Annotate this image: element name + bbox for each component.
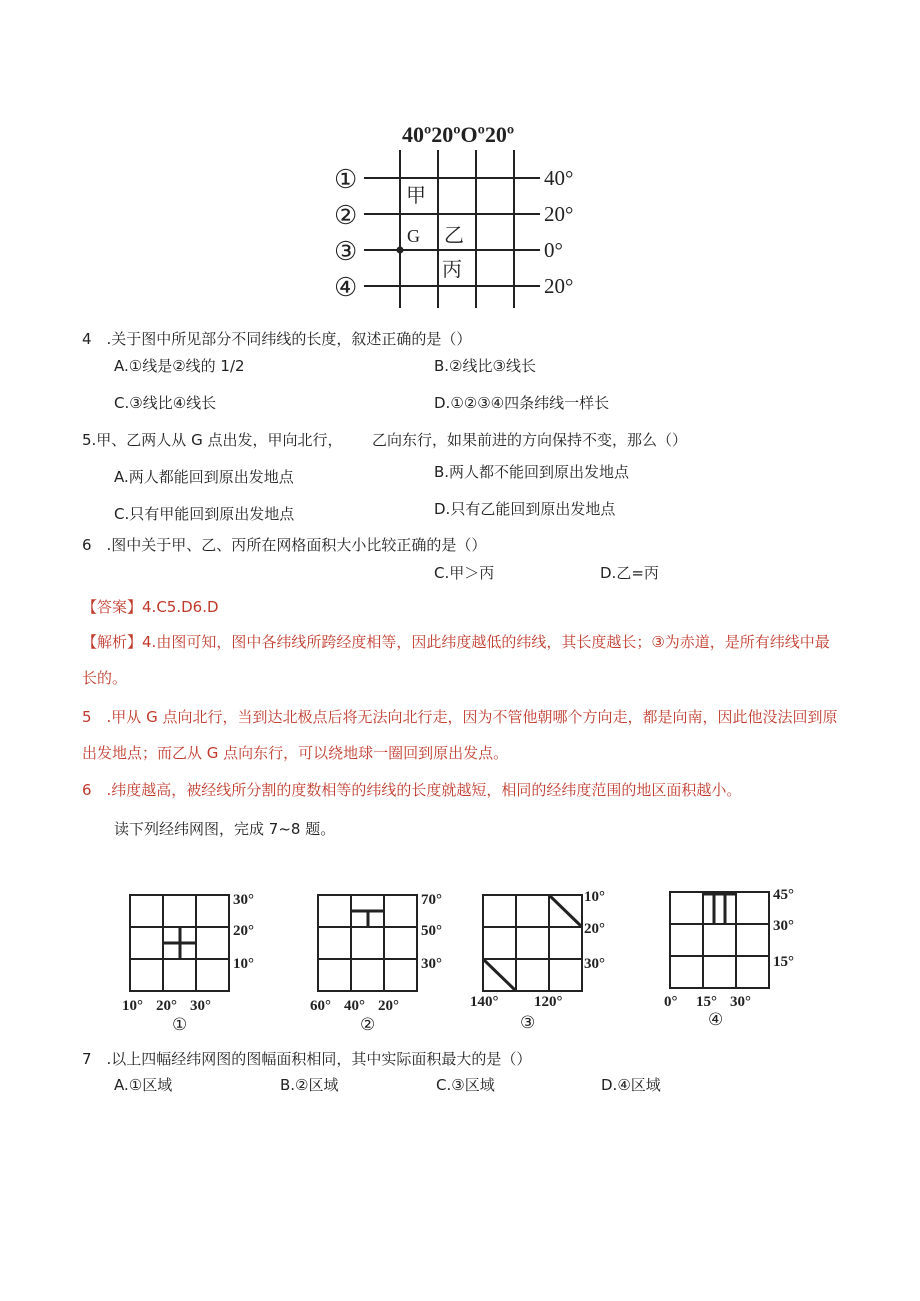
analysis-p5: 5 .甲从 G 点向北行，当到达北极点后将无法向北行走，因为不管他朝哪个方向走，都是向南，因此他没法回到原出发地点；而乙从 G 点向东行，可以绕地球一圈回到原出发点。 [82, 708, 838, 762]
grid4-bottom-label-3: 30° [730, 994, 751, 1010]
q5-option-b: B.两人都不能回到原出发地点 [434, 463, 630, 481]
lat-lon-grid-diagram [330, 118, 600, 318]
grid4-bottom-label-1: 0° [664, 994, 678, 1010]
grid2-number: ② [360, 1015, 376, 1032]
grid-figures [110, 882, 830, 1032]
q4-stem: 4 .关于图中所见部分不同纬线的长度，叙述正确的是（） [82, 330, 472, 348]
cell-bing: 丙 [442, 259, 462, 281]
q6-option-d: D.乙=丙 [600, 564, 659, 582]
grid2-right-label-3: 30° [421, 956, 442, 972]
cell-g: G [407, 226, 420, 246]
q7-option-d: D.④区域 [601, 1076, 661, 1094]
grid1-right-label-1: 30° [233, 892, 254, 908]
grid3-right-label-1: 10° [584, 889, 605, 905]
grid-1 [122, 892, 254, 1032]
q7-option-a: A.①区域 [114, 1076, 173, 1094]
grid4-right-label-3: 15° [773, 954, 794, 970]
grid3-bottom-label-2: 120° [534, 994, 563, 1010]
q7-stem: 7 .以上四幅经纬网图的图幅面积相同，其中实际面积最大的是（） [82, 1050, 532, 1068]
answer-text: 4.C5.D6.D [142, 598, 219, 616]
row-label-1: ① [334, 165, 358, 194]
q5-option-d: D.只有乙能回到原出发地点 [434, 500, 616, 518]
grid4-number: ④ [708, 1010, 724, 1029]
q4-option-b: B.②线比③线长 [434, 357, 536, 375]
cell-jia: 甲 [406, 185, 426, 207]
grid2-bottom-label-1: 60° [310, 998, 331, 1014]
grid1-right-label-2: 20° [233, 923, 254, 939]
q4-option-a: A.①线是②线的 1/2 [114, 357, 245, 375]
q5-stem-part2: 乙向东行，如果前进的方向保持不变，那么（） [372, 431, 688, 449]
q7-option-c: C.③区域 [436, 1076, 495, 1094]
grid4-right-label-2: 30° [773, 918, 794, 934]
lat-label-0: 0° [544, 238, 563, 262]
q7-option-b: B.②区域 [280, 1076, 339, 1094]
row-label-2: ② [334, 201, 358, 230]
grid-3 [470, 889, 605, 1032]
grid-2 [310, 892, 442, 1032]
analysis-tag: 【解析】 [82, 633, 143, 651]
q5-option-c: C.只有甲能回到原出发地点 [114, 505, 295, 523]
row-label-3: ③ [334, 237, 358, 266]
lat-label-20s: 20° [544, 274, 574, 298]
grid3-bottom-label-1: 140° [470, 994, 499, 1010]
grid1-number: ① [172, 1015, 188, 1032]
grid2-bottom-label-2: 40° [344, 998, 365, 1014]
grid2-right-label-2: 50° [421, 923, 442, 939]
intro-7-8: 读下列经纬网图，完成 7~8 题。 [114, 820, 336, 838]
diagram-top-labels: 40º20ºOº20º [402, 122, 515, 147]
lat-label-40: 40° [544, 166, 574, 190]
grid1-bottom-label-3: 30° [190, 998, 211, 1014]
q6-option-c: C.甲＞丙 [434, 564, 495, 582]
grid1-bottom-label-2: 20° [156, 998, 177, 1014]
grid3-right-label-3: 30° [584, 956, 605, 972]
q4-option-d: D.①②③④四条纬线一样长 [434, 394, 610, 412]
point-g-marker [397, 247, 404, 254]
grid4-bottom-label-2: 15° [696, 994, 717, 1010]
grid3-number: ③ [520, 1013, 536, 1032]
grid2-bottom-label-3: 20° [378, 998, 399, 1014]
grid3-right-label-2: 20° [584, 921, 605, 937]
lat-label-20n: 20° [544, 202, 574, 226]
analysis-p4-text: 4.由图可知，图中各纬线所跨经度相等，因此纬度越低的纬线，其长度越长；③为赤道，是所有纬线中最长的。 [82, 633, 830, 687]
q6-stem: 6 .图中关于甲、乙、丙所在网格面积大小比较正确的是（） [82, 536, 487, 554]
q5-stem-part1: 5.甲、乙两人从 G 点出发，甲向北行， [82, 431, 343, 449]
q5-option-a: A.两人都能回到原出发地点 [114, 468, 294, 486]
grid4-right-label-1: 45° [773, 887, 794, 903]
answer-tag: 【答案】 [82, 598, 143, 616]
row-label-4: ④ [334, 273, 358, 302]
grid1-bottom-label-1: 10° [122, 998, 143, 1014]
analysis-p6: 6 .纬度越高，被经线所分割的度数相等的纬线的长度就越短，相同的经纬度范围的地区面积越小。 [82, 781, 742, 799]
analysis-p4 [82, 624, 842, 696]
grid1-right-label-3: 10° [233, 956, 254, 972]
cell-yi: 乙 [444, 225, 464, 247]
grid-4 [664, 887, 794, 1029]
grid2-right-label-1: 70° [421, 892, 442, 908]
answer-line [82, 596, 219, 617]
q4-option-c: C.③线比④线长 [114, 394, 217, 412]
